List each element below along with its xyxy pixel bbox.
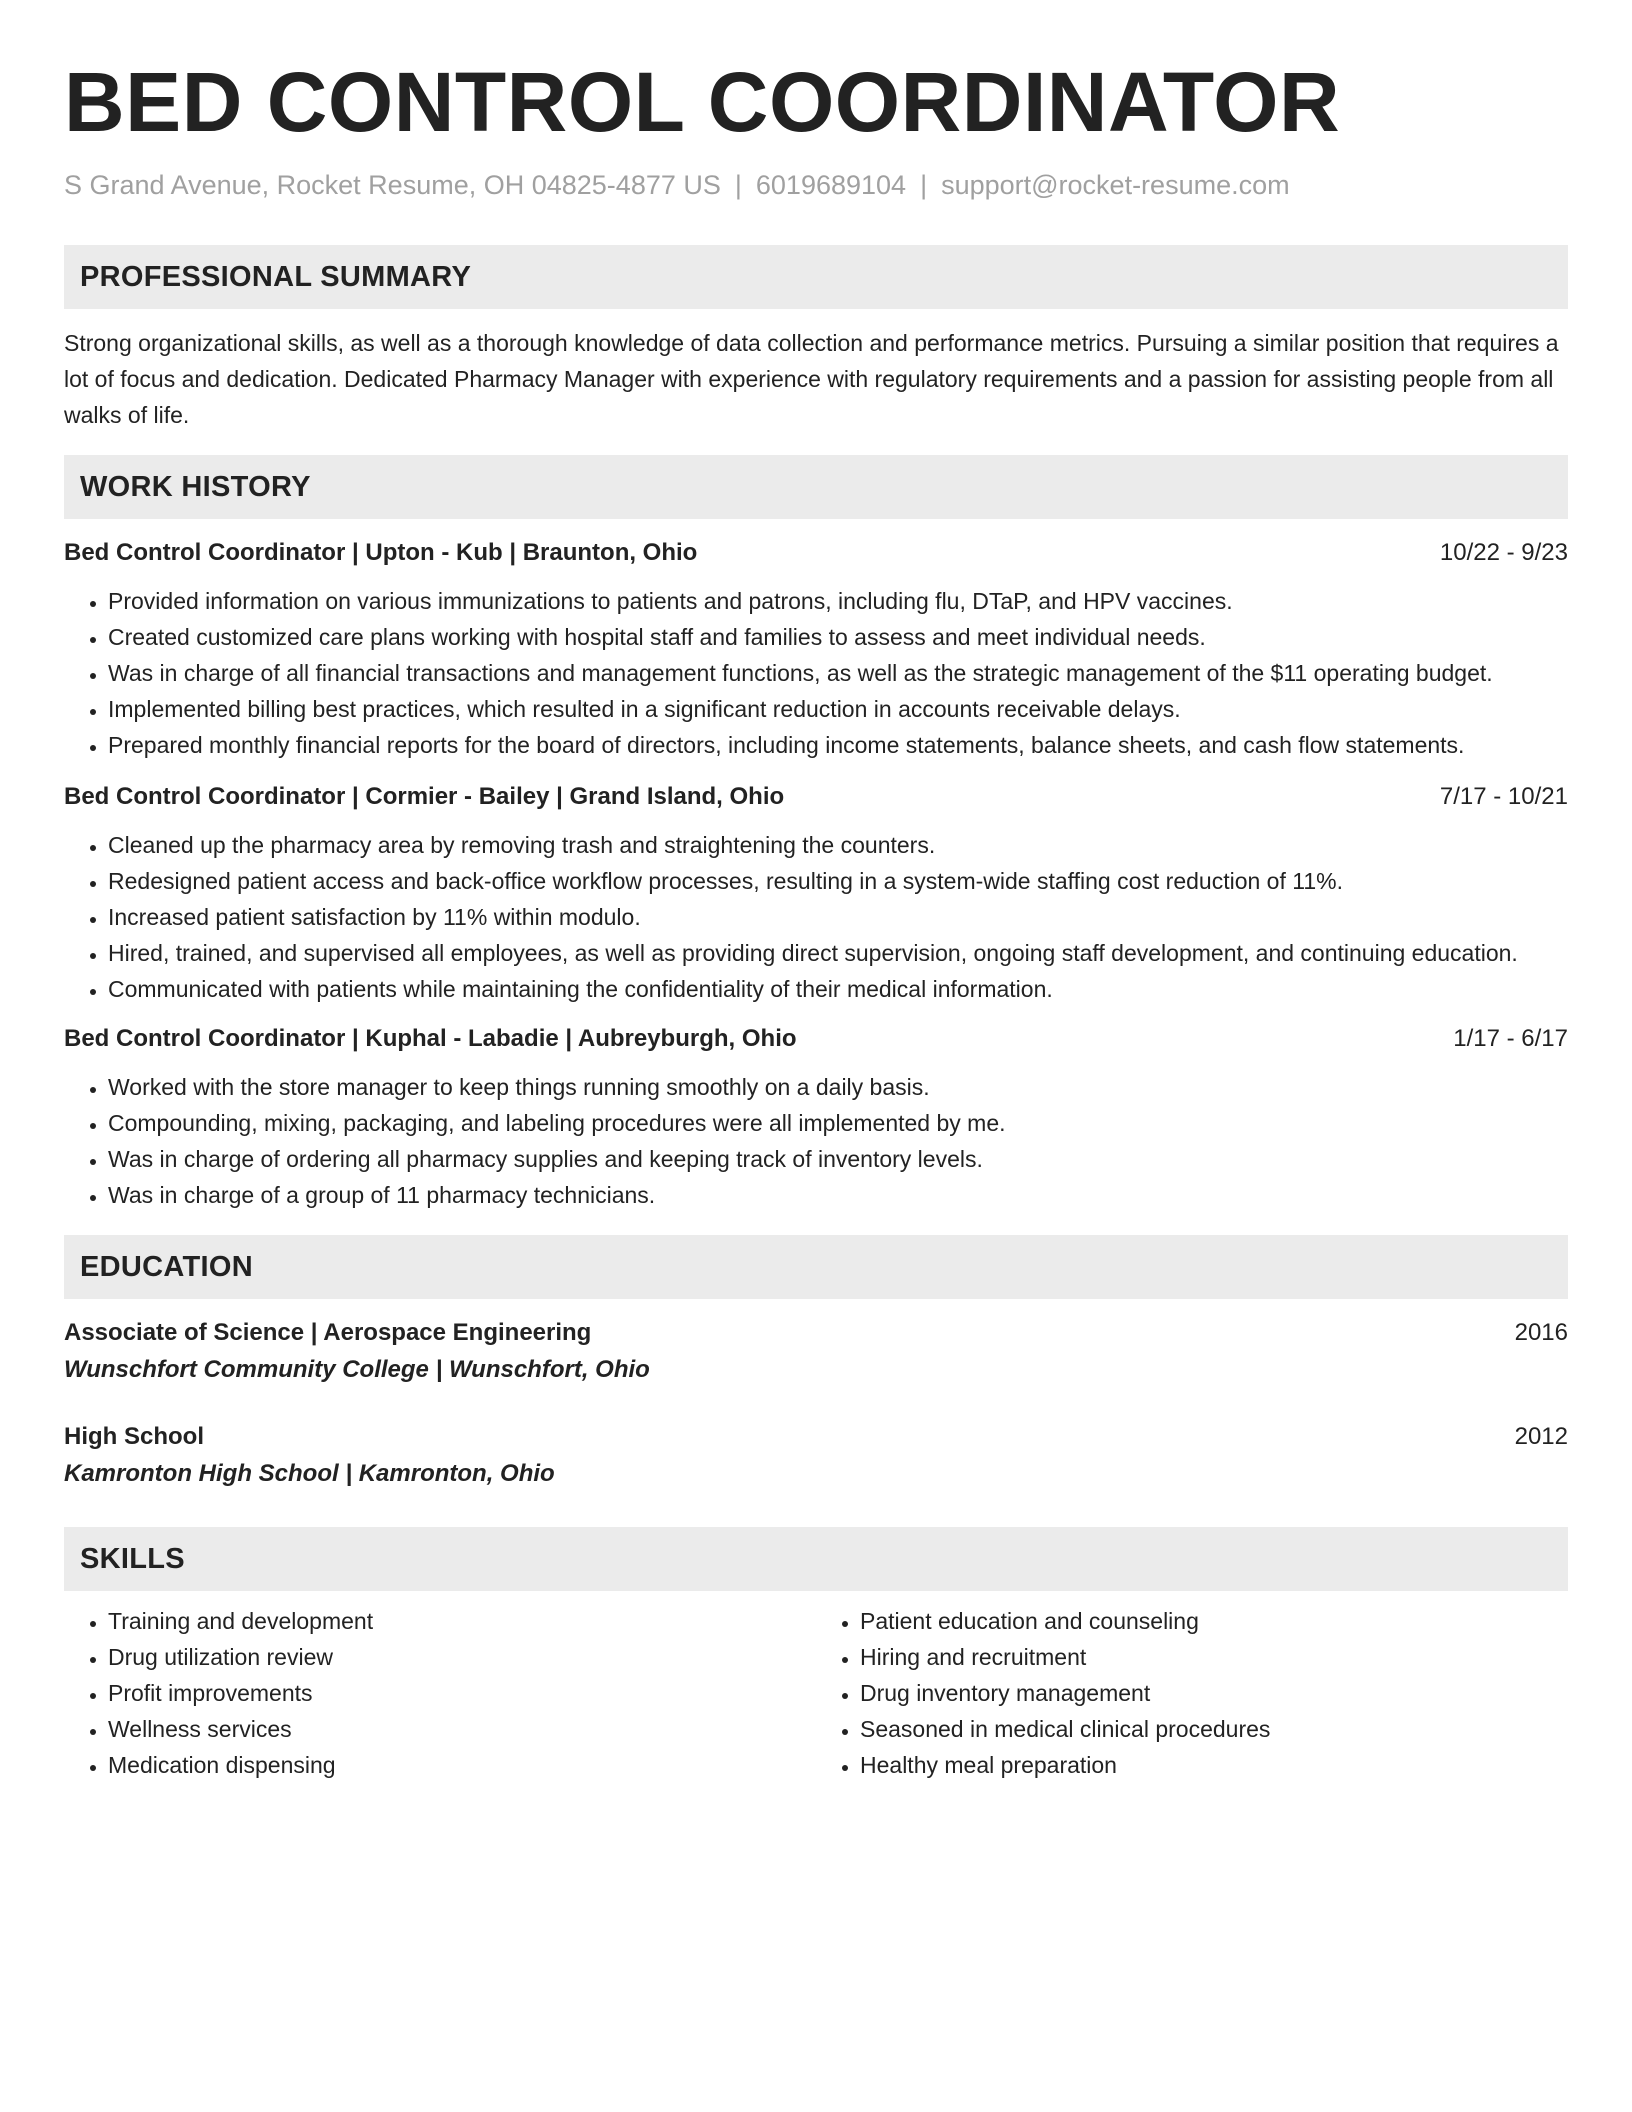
education-heading: EDUCATION xyxy=(64,1235,1568,1299)
job-bullet: • Created customized care plans working with hospital staff and families to assess and meet individual needs. xyxy=(108,619,1568,655)
job-entry xyxy=(64,535,1568,763)
resume-name: BED CONTROL COORDINATOR xyxy=(64,55,1341,149)
job-date: 7/17 - 10/21 xyxy=(1439,783,1568,811)
summary-text: Strong organizational skills, as well as a thorough knowledge of data collection and performance metrics. Pursuing a similar position that requires a lot of focus and dedication. Dedicated Pharmacy Manager with experience with regulatory requirements and a passion for assisting people from all walks of life. xyxy=(64,330,1559,429)
contact-phone: 6019689104 xyxy=(755,170,907,201)
skill-item: • Hiring and recruitment xyxy=(860,1639,1568,1675)
job-title: Bed Control Coordinator | Kuphal - Labadie | Aubreyburgh, Ohio xyxy=(64,1025,797,1053)
job-bullet: • Worked with the store manager to keep things running smoothly on a daily basis. xyxy=(108,1069,1568,1105)
job-bullet: • Hired, trained, and supervised all employees, as well as providing direct supervision, ongoing staff development, and continuing education. xyxy=(108,935,1568,971)
job-bullet: • Cleaned up the pharmacy area by removing trash and straightening the counters. xyxy=(108,827,1568,863)
job-bullet: • Communicated with patients while maintaining the confidentiality of their medical information. xyxy=(108,971,1568,1007)
education-school: Wunschfort Community College | Wunschfort, Ohio xyxy=(64,1356,650,1384)
job-bullet: • Provided information on various immunizations to patients and patrons, including flu, DTaP, and HPV vaccines. xyxy=(108,583,1568,619)
job-title: Bed Control Coordinator | Cormier - Bailey | Grand Island, Ohio xyxy=(64,783,785,811)
job-bullet: • Was in charge of ordering all pharmacy supplies and keeping track of inventory levels. xyxy=(108,1141,1568,1177)
summary-heading: PROFESSIONAL SUMMARY xyxy=(64,245,1568,309)
work-history-heading: WORK HISTORY xyxy=(64,455,1568,519)
job-header xyxy=(64,779,1568,815)
job-bullet: • Implemented billing best practices, which resulted in a significant reduction in accounts receivable delays. xyxy=(108,691,1568,727)
education-degree: Associate of Science | Aerospace Engineering xyxy=(64,1319,592,1347)
job-entry xyxy=(64,1021,1568,1213)
job-bullet: • Increased patient satisfaction by 11% within modulo. xyxy=(108,899,1568,935)
job-bullets xyxy=(64,583,1568,763)
job-header xyxy=(64,1021,1568,1057)
job-date: 10/22 - 9/23 xyxy=(1439,539,1568,567)
skill-item: • Medication dispensing xyxy=(108,1747,816,1783)
job-bullet: • Prepared monthly financial reports for the board of directors, including income statements, balance sheets, and cash flow statements. xyxy=(108,727,1568,763)
skill-item: • Seasoned in medical clinical procedures xyxy=(860,1711,1568,1747)
job-bullet: • Compounding, mixing, packaging, and labeling procedures were all implemented by me. xyxy=(108,1105,1568,1141)
job-bullet: • Was in charge of all financial transactions and management functions, as well as the strategic management of the $11 operating budget. xyxy=(108,655,1568,691)
job-bullets xyxy=(64,1069,1568,1213)
skill-item: • Healthy meal preparation xyxy=(860,1747,1568,1783)
job-title: Bed Control Coordinator | Upton - Kub | Braunton, Ohio xyxy=(64,539,698,567)
skill-item: • Drug utilization review xyxy=(108,1639,816,1675)
contact-separator: | xyxy=(734,170,742,201)
education-year: 2012 xyxy=(1514,1423,1568,1451)
job-bullets xyxy=(64,827,1568,1007)
education-school: Kamronton High School | Kamronton, Ohio xyxy=(64,1460,555,1488)
job-entry xyxy=(64,779,1568,1007)
skills-list xyxy=(64,1603,1568,1783)
contact-address: S Grand Avenue, Rocket Resume, OH 04825-4877 US xyxy=(64,170,721,201)
job-bullet: • Redesigned patient access and back-office workflow processes, resulting in a system-wide staffing cost reduction of 11%. xyxy=(108,863,1568,899)
skill-item: • Drug inventory management xyxy=(860,1675,1568,1711)
contact-separator: | xyxy=(920,170,928,201)
education-year: 2016 xyxy=(1514,1319,1568,1347)
contact-line xyxy=(64,168,1568,203)
resume-page xyxy=(64,0,1568,1783)
contact-email[interactable]: support@rocket-resume.com xyxy=(941,170,1290,201)
education-header xyxy=(64,1315,1568,1351)
skills-heading: SKILLS xyxy=(64,1527,1568,1591)
skill-item: • Wellness services xyxy=(108,1711,816,1747)
education-header xyxy=(64,1419,1568,1455)
skill-item: • Patient education and counseling xyxy=(860,1603,1568,1639)
job-date: 1/17 - 6/17 xyxy=(1453,1025,1568,1053)
education-entry xyxy=(64,1419,1568,1493)
education-entry xyxy=(64,1315,1568,1389)
skill-item: • Profit improvements xyxy=(108,1675,816,1711)
job-bullet: • Was in charge of a group of 11 pharmacy technicians. xyxy=(108,1177,1568,1213)
education-degree: High School xyxy=(64,1423,204,1451)
job-header xyxy=(64,535,1568,571)
skills-column-right xyxy=(816,1603,1568,1783)
skill-item: • Training and development xyxy=(108,1603,816,1639)
skills-column-left xyxy=(64,1603,816,1783)
